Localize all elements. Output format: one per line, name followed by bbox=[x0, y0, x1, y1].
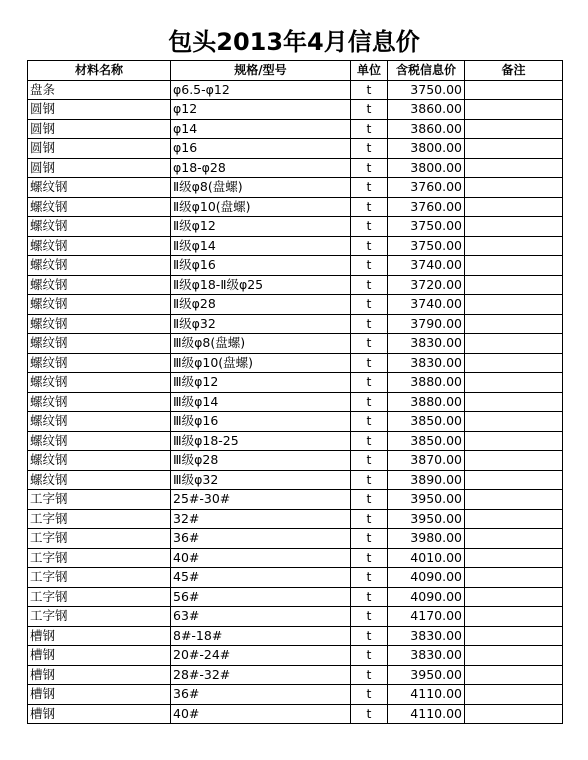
cell-material-name: 螺纹钢 bbox=[28, 217, 171, 237]
header-material-name: 材料名称 bbox=[28, 61, 171, 81]
cell-spec: φ12 bbox=[171, 100, 351, 120]
table-row bbox=[28, 178, 563, 198]
cell-material-name: 槽钢 bbox=[28, 626, 171, 646]
cell-note bbox=[465, 295, 563, 315]
table-row bbox=[28, 568, 563, 588]
cell-material-name: 工字钢 bbox=[28, 509, 171, 529]
cell-note bbox=[465, 139, 563, 159]
cell-price: 3950.00 bbox=[388, 509, 465, 529]
cell-spec: 40# bbox=[171, 548, 351, 568]
cell-note bbox=[465, 178, 563, 198]
table-row bbox=[28, 587, 563, 607]
cell-material-name: 螺纹钢 bbox=[28, 295, 171, 315]
cell-price: 3890.00 bbox=[388, 470, 465, 490]
cell-note bbox=[465, 217, 563, 237]
cell-unit: t bbox=[351, 178, 388, 198]
cell-price: 4170.00 bbox=[388, 607, 465, 627]
table-row bbox=[28, 256, 563, 276]
table-row bbox=[28, 373, 563, 393]
cell-note bbox=[465, 685, 563, 705]
cell-spec: φ14 bbox=[171, 119, 351, 139]
header-spec: 规格/型号 bbox=[171, 61, 351, 81]
cell-price: 3830.00 bbox=[388, 626, 465, 646]
header-price: 含税信息价 bbox=[388, 61, 465, 81]
cell-spec: 40# bbox=[171, 704, 351, 724]
cell-unit: t bbox=[351, 217, 388, 237]
cell-note bbox=[465, 353, 563, 373]
cell-unit: t bbox=[351, 295, 388, 315]
cell-unit: t bbox=[351, 412, 388, 432]
cell-spec: 25#-30# bbox=[171, 490, 351, 510]
cell-price: 3830.00 bbox=[388, 334, 465, 354]
cell-price: 3950.00 bbox=[388, 490, 465, 510]
table-row bbox=[28, 158, 563, 178]
cell-price: 3740.00 bbox=[388, 295, 465, 315]
cell-note bbox=[465, 158, 563, 178]
cell-spec: Ⅱ级φ10(盘螺) bbox=[171, 197, 351, 217]
cell-spec: Ⅱ级φ12 bbox=[171, 217, 351, 237]
table-row bbox=[28, 334, 563, 354]
cell-unit: t bbox=[351, 704, 388, 724]
cell-spec: Ⅲ级φ10(盘螺) bbox=[171, 353, 351, 373]
cell-price: 4110.00 bbox=[388, 685, 465, 705]
header-note: 备注 bbox=[465, 61, 563, 81]
cell-price: 3980.00 bbox=[388, 529, 465, 549]
cell-unit: t bbox=[351, 139, 388, 159]
cell-material-name: 工字钢 bbox=[28, 490, 171, 510]
cell-spec: 8#-18# bbox=[171, 626, 351, 646]
cell-unit: t bbox=[351, 275, 388, 295]
cell-unit: t bbox=[351, 548, 388, 568]
cell-note bbox=[465, 587, 563, 607]
cell-price: 3870.00 bbox=[388, 451, 465, 471]
cell-spec: Ⅲ级φ16 bbox=[171, 412, 351, 432]
cell-unit: t bbox=[351, 490, 388, 510]
table-row bbox=[28, 431, 563, 451]
cell-price: 3850.00 bbox=[388, 412, 465, 432]
cell-material-name: 螺纹钢 bbox=[28, 431, 171, 451]
cell-note bbox=[465, 529, 563, 549]
table-header bbox=[28, 61, 563, 81]
cell-material-name: 圆钢 bbox=[28, 139, 171, 159]
cell-material-name: 槽钢 bbox=[28, 646, 171, 666]
cell-material-name: 螺纹钢 bbox=[28, 451, 171, 471]
table-row bbox=[28, 451, 563, 471]
cell-price: 3800.00 bbox=[388, 139, 465, 159]
table-row bbox=[28, 685, 563, 705]
cell-note bbox=[465, 412, 563, 432]
cell-material-name: 工字钢 bbox=[28, 568, 171, 588]
cell-unit: t bbox=[351, 568, 388, 588]
cell-material-name: 螺纹钢 bbox=[28, 178, 171, 198]
cell-note bbox=[465, 548, 563, 568]
cell-spec: 36# bbox=[171, 685, 351, 705]
table-row bbox=[28, 490, 563, 510]
cell-material-name: 槽钢 bbox=[28, 685, 171, 705]
cell-price: 3950.00 bbox=[388, 665, 465, 685]
cell-unit: t bbox=[351, 587, 388, 607]
cell-price: 3830.00 bbox=[388, 353, 465, 373]
table-row bbox=[28, 529, 563, 549]
cell-material-name: 螺纹钢 bbox=[28, 373, 171, 393]
cell-unit: t bbox=[351, 256, 388, 276]
cell-spec: Ⅱ级φ16 bbox=[171, 256, 351, 276]
table-row bbox=[28, 470, 563, 490]
cell-unit: t bbox=[351, 373, 388, 393]
cell-spec: Ⅱ级φ14 bbox=[171, 236, 351, 256]
cell-note bbox=[465, 490, 563, 510]
cell-spec: 63# bbox=[171, 607, 351, 627]
cell-spec: Ⅱ级φ8(盘螺) bbox=[171, 178, 351, 198]
cell-spec: Ⅲ级φ14 bbox=[171, 392, 351, 412]
cell-unit: t bbox=[351, 626, 388, 646]
page-title: 包头2013年4月信息价 bbox=[168, 28, 420, 56]
cell-note bbox=[465, 431, 563, 451]
cell-note bbox=[465, 607, 563, 627]
cell-unit: t bbox=[351, 607, 388, 627]
cell-unit: t bbox=[351, 80, 388, 100]
table-row bbox=[28, 626, 563, 646]
cell-unit: t bbox=[351, 665, 388, 685]
cell-spec: 56# bbox=[171, 587, 351, 607]
cell-price: 3880.00 bbox=[388, 373, 465, 393]
cell-spec: Ⅱ级φ32 bbox=[171, 314, 351, 334]
cell-spec: φ18-φ28 bbox=[171, 158, 351, 178]
cell-note bbox=[465, 236, 563, 256]
table-body bbox=[28, 80, 563, 724]
table-row bbox=[28, 197, 563, 217]
cell-spec: Ⅲ级φ28 bbox=[171, 451, 351, 471]
cell-material-name: 槽钢 bbox=[28, 665, 171, 685]
table-row bbox=[28, 217, 563, 237]
table-row bbox=[28, 314, 563, 334]
cell-material-name: 圆钢 bbox=[28, 158, 171, 178]
cell-unit: t bbox=[351, 451, 388, 471]
cell-unit: t bbox=[351, 100, 388, 120]
cell-unit: t bbox=[351, 685, 388, 705]
cell-note bbox=[465, 334, 563, 354]
cell-material-name: 工字钢 bbox=[28, 548, 171, 568]
cell-spec: φ16 bbox=[171, 139, 351, 159]
table-row bbox=[28, 275, 563, 295]
cell-price: 3760.00 bbox=[388, 178, 465, 198]
cell-unit: t bbox=[351, 158, 388, 178]
cell-price: 3750.00 bbox=[388, 236, 465, 256]
table-row bbox=[28, 100, 563, 120]
cell-note bbox=[465, 197, 563, 217]
cell-material-name: 圆钢 bbox=[28, 100, 171, 120]
cell-material-name: 螺纹钢 bbox=[28, 334, 171, 354]
cell-unit: t bbox=[351, 431, 388, 451]
cell-note bbox=[465, 626, 563, 646]
table-row bbox=[28, 139, 563, 159]
cell-note bbox=[465, 470, 563, 490]
cell-spec: Ⅱ级φ18-Ⅱ级φ25 bbox=[171, 275, 351, 295]
cell-note bbox=[465, 646, 563, 666]
cell-price: 3860.00 bbox=[388, 100, 465, 120]
cell-price: 3860.00 bbox=[388, 119, 465, 139]
cell-spec: 32# bbox=[171, 509, 351, 529]
table-row bbox=[28, 236, 563, 256]
cell-price: 4110.00 bbox=[388, 704, 465, 724]
cell-spec: 28#-32# bbox=[171, 665, 351, 685]
cell-material-name: 螺纹钢 bbox=[28, 353, 171, 373]
table-row bbox=[28, 665, 563, 685]
table-row bbox=[28, 509, 563, 529]
cell-note bbox=[465, 704, 563, 724]
cell-spec: Ⅱ级φ28 bbox=[171, 295, 351, 315]
cell-note bbox=[465, 451, 563, 471]
cell-material-name: 槽钢 bbox=[28, 704, 171, 724]
cell-price: 3830.00 bbox=[388, 646, 465, 666]
header-row bbox=[28, 61, 563, 81]
cell-spec: 45# bbox=[171, 568, 351, 588]
price-table bbox=[27, 60, 563, 724]
cell-material-name: 螺纹钢 bbox=[28, 275, 171, 295]
cell-note bbox=[465, 314, 563, 334]
cell-price: 3850.00 bbox=[388, 431, 465, 451]
cell-spec: Ⅲ级φ32 bbox=[171, 470, 351, 490]
table-row bbox=[28, 119, 563, 139]
table-row bbox=[28, 646, 563, 666]
cell-price: 3750.00 bbox=[388, 217, 465, 237]
cell-material-name: 螺纹钢 bbox=[28, 412, 171, 432]
cell-material-name: 螺纹钢 bbox=[28, 236, 171, 256]
cell-price: 3790.00 bbox=[388, 314, 465, 334]
cell-price: 3880.00 bbox=[388, 392, 465, 412]
cell-note bbox=[465, 509, 563, 529]
cell-unit: t bbox=[351, 197, 388, 217]
header-unit: 单位 bbox=[351, 61, 388, 81]
table-row bbox=[28, 704, 563, 724]
cell-material-name: 圆钢 bbox=[28, 119, 171, 139]
cell-price: 3740.00 bbox=[388, 256, 465, 276]
table-row bbox=[28, 80, 563, 100]
cell-spec: 20#-24# bbox=[171, 646, 351, 666]
cell-note bbox=[465, 256, 563, 276]
cell-price: 3800.00 bbox=[388, 158, 465, 178]
cell-note bbox=[465, 119, 563, 139]
table-row bbox=[28, 353, 563, 373]
cell-unit: t bbox=[351, 119, 388, 139]
cell-material-name: 工字钢 bbox=[28, 529, 171, 549]
cell-note bbox=[465, 100, 563, 120]
cell-spec: Ⅲ级φ12 bbox=[171, 373, 351, 393]
cell-price: 3750.00 bbox=[388, 80, 465, 100]
cell-material-name: 盘条 bbox=[28, 80, 171, 100]
cell-price: 4090.00 bbox=[388, 587, 465, 607]
table-row bbox=[28, 412, 563, 432]
table-row bbox=[28, 607, 563, 627]
cell-material-name: 螺纹钢 bbox=[28, 197, 171, 217]
cell-material-name: 工字钢 bbox=[28, 607, 171, 627]
cell-unit: t bbox=[351, 236, 388, 256]
cell-material-name: 螺纹钢 bbox=[28, 256, 171, 276]
cell-material-name: 螺纹钢 bbox=[28, 470, 171, 490]
cell-price: 3760.00 bbox=[388, 197, 465, 217]
cell-material-name: 工字钢 bbox=[28, 587, 171, 607]
cell-unit: t bbox=[351, 353, 388, 373]
cell-unit: t bbox=[351, 392, 388, 412]
table-row bbox=[28, 548, 563, 568]
cell-note bbox=[465, 373, 563, 393]
cell-unit: t bbox=[351, 314, 388, 334]
cell-unit: t bbox=[351, 529, 388, 549]
cell-spec: Ⅲ级φ18-25 bbox=[171, 431, 351, 451]
cell-spec: 36# bbox=[171, 529, 351, 549]
table-row bbox=[28, 295, 563, 315]
cell-material-name: 螺纹钢 bbox=[28, 314, 171, 334]
cell-unit: t bbox=[351, 509, 388, 529]
cell-spec: φ6.5-φ12 bbox=[171, 80, 351, 100]
cell-price: 3720.00 bbox=[388, 275, 465, 295]
cell-note bbox=[465, 665, 563, 685]
cell-note bbox=[465, 568, 563, 588]
cell-note bbox=[465, 392, 563, 412]
cell-price: 4090.00 bbox=[388, 568, 465, 588]
cell-material-name: 螺纹钢 bbox=[28, 392, 171, 412]
table-row bbox=[28, 392, 563, 412]
cell-unit: t bbox=[351, 646, 388, 666]
cell-note bbox=[465, 275, 563, 295]
cell-unit: t bbox=[351, 334, 388, 354]
cell-spec: Ⅲ级φ8(盘螺) bbox=[171, 334, 351, 354]
cell-unit: t bbox=[351, 470, 388, 490]
cell-note bbox=[465, 80, 563, 100]
cell-price: 4010.00 bbox=[388, 548, 465, 568]
